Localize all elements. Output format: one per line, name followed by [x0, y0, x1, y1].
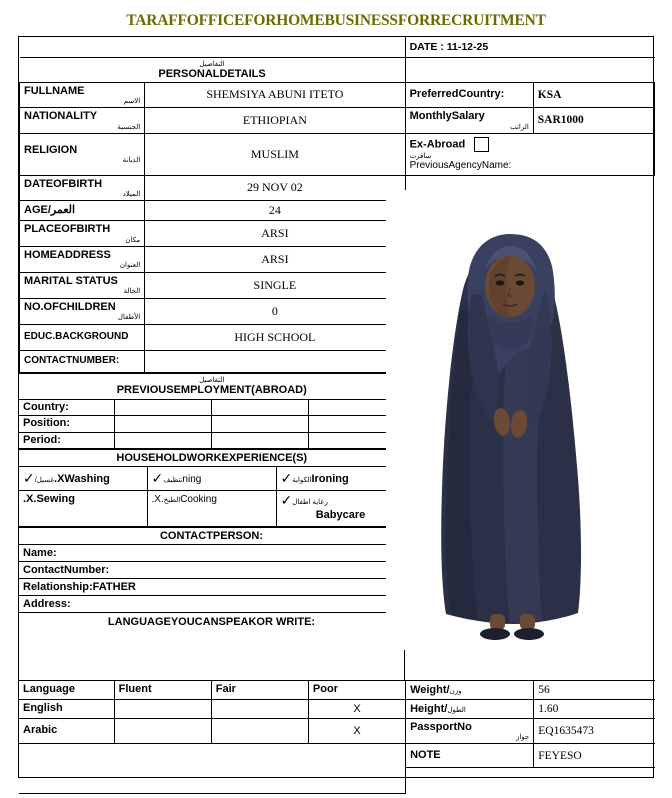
personal-details-header — [20, 57, 406, 82]
label-placeofbirth-text: PLACEOFBIRTH — [24, 223, 111, 236]
prev-emp-title: PREVIOUSEMPLOYMENT(ABROAD) — [116, 384, 307, 397]
value-age: 24 — [145, 201, 405, 221]
value-education: HIGH SCHOOL — [145, 324, 405, 350]
washing-prefix: .X — [54, 472, 65, 485]
prev-emp-arabic: التفاصيل — [199, 377, 225, 385]
lang-header-poor: Poor — [308, 680, 405, 699]
label-marital-status-text: MARITAL STATUS — [24, 274, 118, 287]
label-contactnumber: CONTACTNUMBER: — [20, 350, 145, 372]
label-prev-country: Country: — [19, 399, 114, 416]
label-fullname-arabic: الاسم — [123, 98, 141, 106]
babycare-arabic: رعاية اطفال — [292, 499, 328, 507]
label-monthly-salary-text: MonthlySalary — [409, 110, 485, 123]
household-item-cleaning[interactable] — [147, 467, 276, 491]
cooking-name: Cooking — [180, 494, 217, 506]
household-row-2 — [19, 491, 405, 527]
contact-person-row-name — [19, 545, 405, 562]
check-icon-cleaning: ✓ — [151, 470, 164, 487]
label-weight — [406, 680, 534, 699]
lang-header-language: Language — [19, 680, 114, 699]
prev-emp-header-row — [19, 373, 405, 399]
label-weight-arabic: وزن — [449, 687, 462, 695]
label-contact-address: Address: — [19, 596, 405, 613]
arabic-fluent — [114, 718, 211, 744]
bottom-row-5 — [19, 768, 655, 794]
value-children: 0 — [145, 298, 405, 324]
value-nationality: ETHIOPIAN — [145, 108, 405, 134]
applicant-photo — [386, 190, 635, 650]
household-table — [19, 449, 406, 527]
label-nationality-text: NATIONALITY — [24, 110, 98, 123]
ex-abroad-checkbox[interactable] — [474, 137, 489, 152]
value-prev-country-2 — [211, 399, 308, 416]
bottom-row-3 — [19, 718, 655, 744]
label-children-text: NO.OFCHILDREN — [24, 300, 116, 313]
bottom-blank-right — [406, 768, 655, 794]
washing-name: Washing — [64, 472, 110, 485]
page-title: TARAFFOFFICEFORHOMEBUSINESSFORRECRUITMENT — [126, 12, 546, 29]
contact-person-table — [19, 527, 405, 630]
prev-emp-row-position — [19, 416, 405, 433]
value-preferred-country: KSA — [533, 82, 654, 108]
label-fullname — [20, 82, 145, 108]
personal-details-title: PERSONALDETAILS — [158, 67, 266, 80]
label-passport-arabic: جواز — [515, 734, 530, 742]
cleaning-name: ning — [182, 473, 202, 485]
row-religion — [20, 133, 655, 175]
label-homeaddress — [20, 246, 145, 272]
applicant-photo-svg — [386, 190, 635, 650]
label-prev-period: Period: — [19, 432, 114, 449]
label-marital-status — [20, 272, 145, 298]
value-contactnumber — [145, 350, 405, 372]
cooking-arabic: الطبخ — [163, 497, 181, 505]
value-homeaddress: ARSI — [145, 246, 405, 272]
label-placeofbirth-arabic: مكان — [125, 236, 141, 244]
row-fullname — [20, 82, 655, 108]
ex-abroad-cell — [405, 133, 654, 175]
label-weight-text: Weight/ — [410, 683, 450, 696]
label-nationality-arabic: الجنسية — [117, 123, 141, 131]
value-marital-status: SINGLE — [145, 272, 405, 298]
washing-arabic: /غسيل — [34, 476, 55, 484]
bottom-row-1 — [19, 680, 655, 699]
value-prev-country-1 — [114, 399, 211, 416]
contact-person-header-row — [19, 528, 405, 545]
ex-abroad-label: Ex-Abroad — [409, 138, 466, 150]
arabic-poor: X — [308, 718, 405, 744]
label-note: NOTE — [406, 744, 534, 768]
english-fluent — [114, 699, 211, 718]
value-religion: MUSLIM — [145, 133, 405, 175]
label-passport — [406, 718, 534, 744]
label-height-arabic: الطول — [447, 706, 466, 714]
household-row-1 — [19, 467, 405, 491]
label-monthly-salary-arabic: الراتب — [510, 123, 529, 131]
value-note: FEYESO — [534, 744, 655, 768]
value-prev-position-1 — [114, 416, 211, 433]
label-children — [20, 298, 145, 324]
value-prev-period-2 — [211, 432, 308, 449]
label-age: AGE/العمر — [20, 201, 145, 221]
row-nationality — [20, 108, 655, 134]
english-fair — [211, 699, 308, 718]
value-placeofbirth: ARSI — [145, 221, 405, 247]
label-homeaddress-text: HOMEADDRESS — [24, 248, 111, 261]
contact-person-row-address — [19, 596, 405, 613]
lang-row-blank — [19, 744, 406, 768]
personal-details-arabic: التفاصيل — [199, 60, 225, 68]
previous-employment-table — [19, 373, 406, 450]
english-poor: X — [308, 699, 405, 718]
label-prev-position: Position: — [19, 416, 114, 433]
label-monthly-salary — [405, 108, 533, 134]
arabic-fair — [211, 718, 308, 744]
date-value: 11-12-25 — [446, 40, 489, 53]
contact-person-row-relationship — [19, 579, 405, 596]
sewing-name: .X.Sewing — [23, 493, 75, 506]
language-section-title: LANGUAGEYOUCANSPEAKOR WRITE: — [19, 613, 405, 630]
bottom-blank-left — [19, 768, 406, 794]
value-passport: EQ1635473 — [534, 718, 655, 744]
value-dateofbirth: 29 NOV 02 — [145, 175, 405, 201]
bottom-table — [19, 680, 655, 795]
label-children-arabic: الأطفال — [117, 314, 141, 322]
babycare-name: Babycare — [315, 509, 366, 522]
label-religion-arabic: الديانة — [122, 157, 141, 165]
label-fullname-text: FULLNAME — [24, 84, 85, 97]
household-item-cooking[interactable] — [147, 491, 276, 527]
date-label: DATE : — [409, 40, 444, 53]
check-icon-ironing: ✓ — [280, 470, 293, 487]
check-icon-babycare: ✓ — [280, 493, 293, 510]
label-religion-text: RELIGION — [24, 143, 78, 156]
label-contact-number: ContactNumber: — [19, 562, 405, 579]
label-placeofbirth — [20, 221, 145, 247]
lang-row-arabic: Arabic — [19, 718, 114, 744]
label-religion — [20, 133, 145, 175]
value-prev-period-1 — [114, 432, 211, 449]
household-item-sewing[interactable] — [19, 491, 147, 527]
value-monthly-salary: SAR1000 — [533, 108, 654, 134]
ex-abroad-arabic: سافرت — [409, 152, 432, 160]
date-spacer-1 — [20, 37, 145, 57]
label-preferred-country: PreferredCountry: — [405, 82, 533, 108]
bottom-row-2 — [19, 699, 655, 718]
value-height: 1.60 — [534, 699, 655, 718]
value-prev-position-2 — [211, 416, 308, 433]
label-contact-name: Name: — [19, 545, 405, 562]
prev-emp-header — [19, 373, 405, 399]
contact-person-title: CONTACTPERSON: — [19, 528, 405, 545]
personal-header-spacer — [405, 57, 654, 82]
label-homeaddress-arabic: العنوان — [119, 262, 141, 270]
contact-person-row-number — [19, 562, 405, 579]
label-contact-relationship: Relationship:FATHER — [19, 579, 405, 596]
household-item-washing[interactable] — [19, 467, 147, 491]
ironing-name: Ironing — [311, 472, 349, 485]
label-nationality — [20, 108, 145, 134]
label-dateofbirth-arabic: الميلاد — [122, 191, 141, 199]
bottom-row-4 — [19, 744, 655, 768]
label-passport-text: PassportNo — [410, 720, 472, 733]
ironing-arabic: الكواية — [292, 476, 312, 484]
household-title: HOUSEHOLDWORKEXPERIENCE(S) — [19, 450, 405, 467]
label-height-text: Height/ — [410, 702, 448, 715]
prev-emp-row-period — [19, 432, 405, 449]
lang-header-fair: Fair — [211, 680, 308, 699]
lang-row-english: English — [19, 699, 114, 718]
value-weight: 56 — [534, 680, 655, 699]
date-cell — [405, 37, 654, 57]
label-dateofbirth-text: DATEOFBIRTH — [24, 177, 103, 190]
label-marital-status-arabic: الحالة — [123, 288, 141, 296]
blank-spacer — [19, 630, 405, 680]
label-height — [406, 699, 534, 718]
cleaning-arabic: تنظيف — [163, 476, 183, 484]
label-education: EDUC.BACKGROUND — [20, 324, 145, 350]
household-header-row — [19, 450, 405, 467]
prev-emp-row-country — [19, 399, 405, 416]
cooking-prefix: .X. — [151, 494, 164, 506]
label-dateofbirth — [20, 175, 145, 201]
check-icon-washing: ✓ — [23, 470, 35, 487]
date-spacer-2 — [145, 37, 405, 57]
language-title-row — [19, 613, 405, 630]
lang-header-fluent: Fluent — [114, 680, 211, 699]
value-fullname: SHEMSIYA ABUNI ITETO — [145, 82, 405, 108]
personal-details-header-row — [20, 57, 655, 82]
previous-agency-label: PreviousAgencyName: — [409, 159, 512, 171]
date-row — [20, 37, 655, 57]
